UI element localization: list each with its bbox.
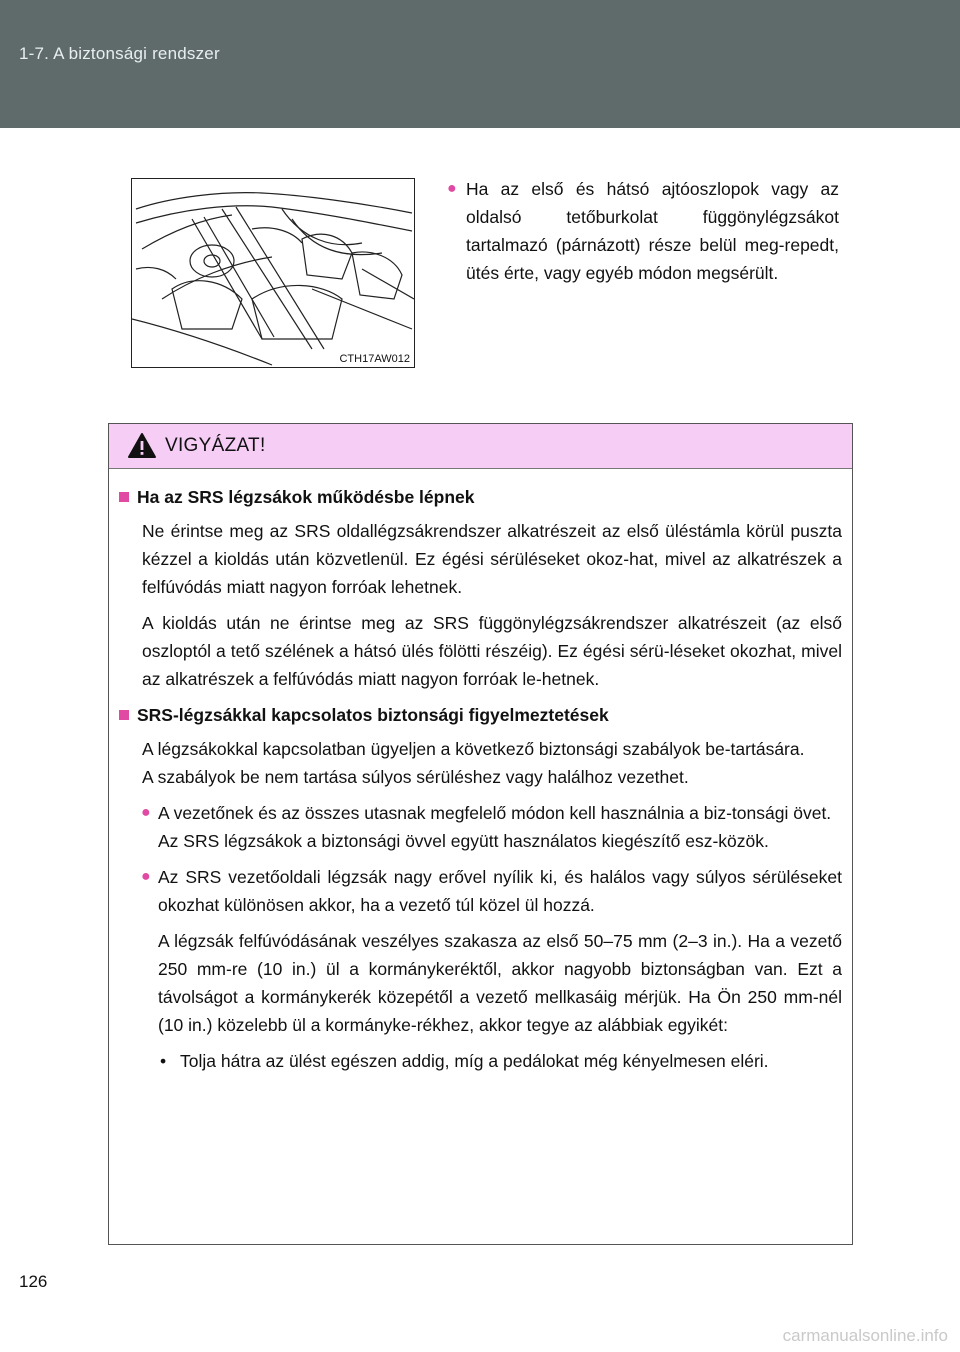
page-header [0, 0, 960, 128]
list-item [119, 863, 842, 919]
watermark: carmanualsonline.info [782, 1326, 948, 1345]
paragraph: A kioldás után ne érintse meg az SRS függönylégzsákrendszer alkatrészeit (az első oszloptól a tető szélének a hátsó ülés fölötti részéig). Ez égési sérü-léseket okozhat, mivel az alkatrészek a felfúvódás miatt nagyon forróak le-hetnek. [142, 613, 842, 689]
intro-text: Ha az első és hátsó ajtóoszlopok vagy az oldalsó tetőburkolat függönylégzsákot tartalmazó (párnázott) része belül meg-repedt, ütés érte, vagy egyéb módon megsérült. [466, 179, 839, 283]
section1-title: Ha az SRS légzsákok működésbe lépnek [137, 487, 475, 507]
pink-circle-bullet-icon: ● [141, 868, 151, 885]
list-item-text: Az SRS vezetőoldali légzsák nagy erővel nyílik ki, és halálos vagy súlyos sérüléseket okozhat különösen akkor, ha a vezető túl közel ül hozzá. [158, 867, 842, 915]
paragraph-line: A szabályok be nem tartása súlyos sérüléshez vagy halálhoz vezethet. [142, 767, 689, 787]
warning-header [109, 424, 852, 469]
warning-triangle-icon [127, 432, 157, 459]
car-interior-figure [131, 178, 415, 368]
page-number: 126 [19, 1272, 48, 1291]
pink-circle-bullet-icon: ● [447, 180, 457, 197]
list-item-text: A vezetőnek és az összes utasnak megfelelő módon kell használnia a biz-tonsági övet. [158, 803, 832, 823]
paragraph: Ne érintse meg az SRS oldallégzsákrendszer alkatrészeit az első üléstámla körül puszta kézzel a kioldás után közvetlenül. Ez égési sérüléseket okoz-hat, mivel az alkatrészek a felfúvódás miatt nagyon forróak lehetnek. [142, 521, 842, 597]
warning-box [108, 423, 853, 1245]
section2-title: SRS-légzsákkal kapcsolatos biztonsági figyelmeztetések [137, 705, 609, 725]
warning-body [109, 469, 852, 1075]
pink-circle-bullet-icon: ● [141, 804, 151, 821]
list-item [119, 799, 842, 855]
car-interior-illustration [132, 179, 415, 368]
section-heading [119, 483, 842, 511]
list-item-text: Tolja hátra az ülést egészen addig, míg a pedálokat még kényelmesen eléri. [180, 1051, 769, 1071]
paragraph [119, 735, 842, 791]
intro-bullet [447, 175, 839, 287]
paragraph-line: A légzsákokkal kapcsolatban ügyeljen a következő biztonsági szabályok be-tartására. [142, 739, 805, 759]
list-item-text: Az SRS légzsákok a biztonsági övvel együtt használatos kiegészítő esz-közök. [158, 831, 769, 851]
list-item [119, 1047, 842, 1075]
figure-code: CTH17AW012 [339, 353, 410, 365]
section-title: 1-7. A biztonsági rendszer [19, 44, 220, 63]
pink-square-bullet-icon [119, 492, 129, 502]
warning-title: VIGYÁZAT! [165, 435, 266, 456]
paragraph: A légzsák felfúvódásának veszélyes szakasza az első 50–75 mm (2–3 in.). Ha a vezető 250 mm-re (10 in.) ül a kormánykeréktől, akkor nagyobb biztonságban van. Ezt a távolságot a kormánykerék közepétől a vezető mellkasáig mérjük. Ha Ön 250 mm-nél (10 in.) közelebb ül a kormányke-rékhez, akkor tegye az alábbiak egyikét: [158, 931, 842, 1035]
dot-bullet-icon: • [160, 1051, 167, 1071]
pink-square-bullet-icon [119, 710, 129, 720]
section-heading [119, 701, 842, 729]
